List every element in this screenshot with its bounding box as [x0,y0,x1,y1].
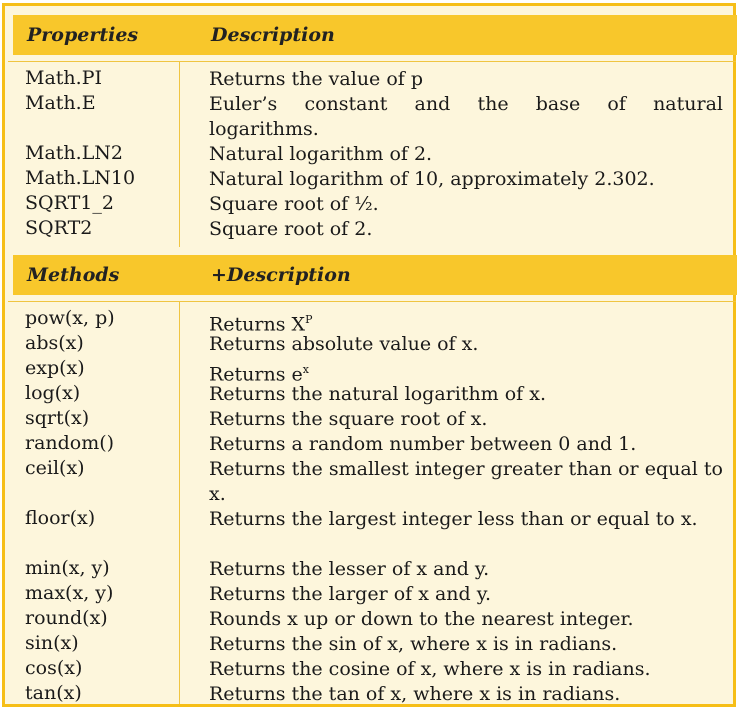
math-object-table [2,3,736,707]
method-name: pow(x, p) [25,307,115,329]
method-superscript: x [302,363,309,376]
method-description: Returns a random number between 0 and 1. [209,433,637,455]
property-description: Square root of ½. [209,193,379,215]
method-name: cos(x) [25,657,83,679]
method-name: log(x) [25,382,81,404]
method-name: tan(x) [25,682,82,704]
method-name: round(x) [25,607,108,629]
method-description: Returns the square root of x. [209,408,488,430]
method-name: abs(x) [25,332,84,354]
method-description: Rounds x up or down to the nearest integer. [209,608,634,630]
method-name: sqrt(x) [25,407,90,429]
methods-top-rule [8,301,736,302]
method-description-text: Returns X [209,313,306,336]
property-description: Natural logarithm of 2. [209,143,433,165]
properties-column-divider [179,61,180,247]
property-name: Math.E [25,92,96,114]
method-description: Returns the sin of x, where x is in radians. [209,633,618,655]
method-description: Returns absolute value of x. [209,333,479,355]
property-description: Euler’s constant and the base of natural logarithms. [209,93,723,140]
method-description: Returns the tan of x, where x is in radians. [209,683,621,705]
method-name: sin(x) [25,632,79,654]
method-name: random() [25,432,115,454]
property-description: Square root of 2. [209,218,373,240]
properties-top-rule [8,61,736,62]
property-name: Math.PI [25,67,102,89]
method-description: Returns the larger of x and y. [209,583,491,605]
method-description: Returns the cosine of x, where x is in radians. [209,658,651,680]
property-description: Returns the value of p [209,68,424,90]
property-name: Math.LN2 [25,142,124,164]
methods-header [13,255,737,295]
method-description: Returns the smallest integer greater than or equal to x. [209,458,723,505]
method-name: ceil(x) [25,457,85,479]
method-name: min(x, y) [25,557,110,579]
method-superscript: P [305,313,313,326]
property-name: Math.LN10 [25,167,136,189]
method-name: floor(x) [25,507,96,529]
methods-description-header-label: +Description [211,264,351,286]
property-description: Natural logarithm of 10, approximately 2.302. [209,168,655,190]
method-description: Returns the natural logarithm of x. [209,383,547,405]
methods-column-divider [179,301,180,704]
methods-header-label: Methods [27,264,120,286]
method-name: exp(x) [25,357,85,379]
method-description: Returns the largest integer less than or equal to x. [209,508,698,530]
properties-description-header-label: Description [211,24,335,46]
method-description: Returns the lesser of x and y. [209,558,490,580]
method-description-text: Returns e [209,363,303,386]
properties-header-label: Properties [27,24,139,46]
property-name: SQRT1_2 [25,192,114,214]
properties-header [13,15,737,55]
property-name: SQRT2 [25,217,93,239]
method-name: max(x, y) [25,582,114,604]
